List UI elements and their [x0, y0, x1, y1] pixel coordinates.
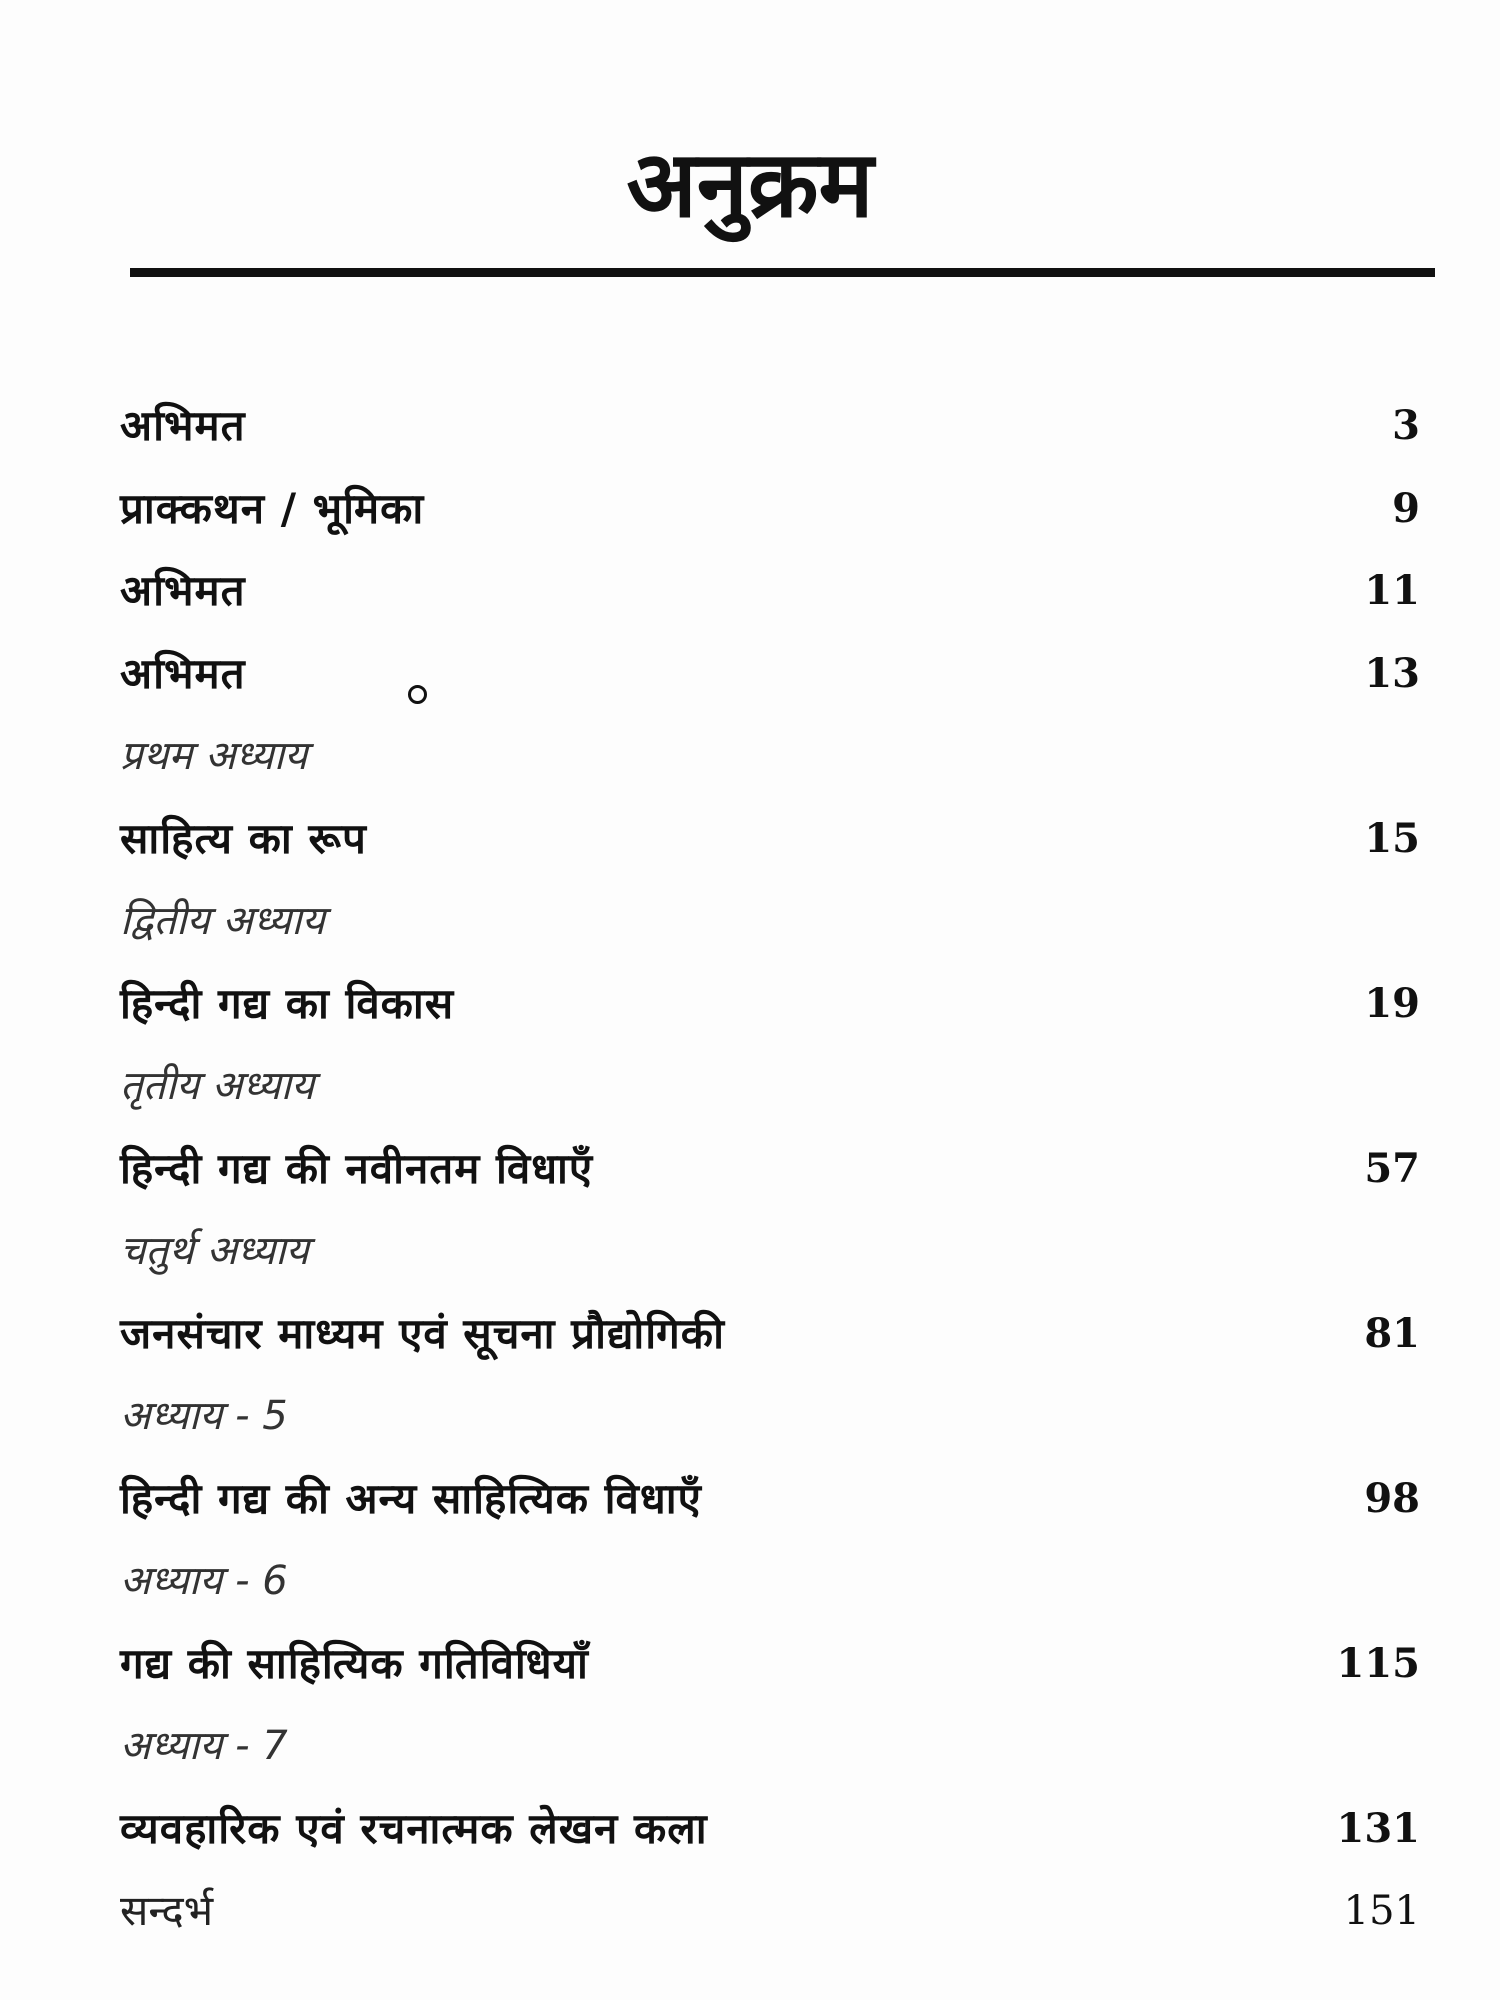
chapter-heading: [120, 1045, 1420, 1128]
toc-page-number: 13: [1364, 649, 1420, 697]
toc-row[interactable]: [120, 1128, 1420, 1211]
chapter-label: द्वितीय अध्याय: [120, 898, 325, 944]
toc-page-number: 98: [1364, 1474, 1420, 1522]
toc-entry-label: साहित्य का रूप: [120, 813, 367, 863]
toc-page-number: 151: [1343, 1888, 1420, 1934]
circle-mark-icon: [408, 685, 427, 704]
toc-entry-label: अभिमत: [120, 566, 246, 615]
toc-entry-label: प्राक्कथन / भूमिका: [120, 483, 425, 533]
toc-entry-label: हिन्दी गद्य की नवीनतम विधाएँ: [120, 1143, 594, 1193]
toc-row[interactable]: [120, 1293, 1420, 1376]
toc-entry-label: गद्य की साहित्यिक गतिविधियाँ: [120, 1638, 589, 1688]
page-title: अनुक्रम: [626, 131, 874, 238]
toc-page-number: 9: [1392, 484, 1420, 532]
chapter-heading: [120, 715, 1420, 798]
toc-page-number: 115: [1336, 1639, 1420, 1687]
toc-row[interactable]: [120, 633, 1420, 716]
toc-entry-label: अभिमत: [120, 401, 246, 450]
toc-row[interactable]: [120, 963, 1420, 1046]
toc-page-number: 131: [1336, 1804, 1420, 1852]
toc-row[interactable]: [120, 1458, 1420, 1541]
toc-page-number: 15: [1364, 814, 1420, 862]
toc-row[interactable]: [120, 1870, 1420, 1953]
chapter-label: अध्याय - 6: [120, 1558, 288, 1604]
toc-page-number: 81: [1364, 1309, 1420, 1357]
chapter-heading: [120, 880, 1420, 963]
chapter-heading: [120, 1540, 1420, 1623]
toc-entry-label: अभिमत: [120, 648, 246, 698]
toc-row[interactable]: [120, 385, 1420, 468]
chapter-label: अध्याय - 5: [120, 1393, 288, 1439]
table-of-contents: [120, 385, 1420, 1953]
toc-entry-label: हिन्दी गद्य की अन्य साहित्यिक विधाएँ: [120, 1473, 702, 1523]
toc-page-number: 11: [1364, 567, 1420, 614]
toc-row[interactable]: [120, 468, 1420, 551]
toc-page-number: 57: [1364, 1144, 1420, 1192]
toc-page-number: 3: [1392, 402, 1420, 449]
toc-entry-label: जनसंचार माध्यम एवं सूचना प्रौद्योगिकी: [120, 1308, 725, 1358]
toc-entry-label: व्यवहारिक एवं रचनात्मक लेखन कला: [120, 1803, 708, 1853]
chapter-label: प्रथम अध्याय: [120, 733, 308, 779]
chapter-label: अध्याय - 7: [120, 1723, 288, 1769]
title-rule: [130, 268, 1435, 277]
chapter-heading: [120, 1375, 1420, 1458]
toc-row[interactable]: [120, 798, 1420, 881]
toc-row[interactable]: [120, 1788, 1420, 1871]
toc-row[interactable]: [120, 550, 1420, 633]
chapter-heading: [120, 1210, 1420, 1293]
chapter-label: चतुर्थ अध्याय: [120, 1228, 309, 1274]
toc-entry-label: हिन्दी गद्य का विकास: [120, 978, 455, 1028]
chapter-heading: [120, 1705, 1420, 1788]
toc-row[interactable]: [120, 1623, 1420, 1706]
chapter-label: तृतीय अध्याय: [120, 1063, 315, 1109]
toc-entry-label: सन्दर्भ: [120, 1886, 214, 1935]
toc-page-number: 19: [1364, 979, 1420, 1027]
